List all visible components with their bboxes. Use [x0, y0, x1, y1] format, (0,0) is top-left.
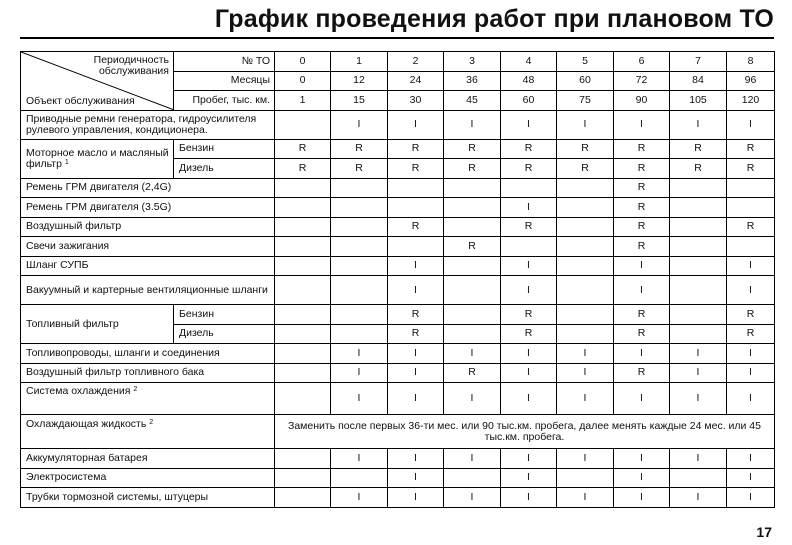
- cell: I: [331, 449, 388, 469]
- cell: I: [670, 383, 727, 415]
- cell: [670, 256, 727, 276]
- months-value: 84: [670, 71, 727, 91]
- cell: I: [388, 344, 444, 364]
- months-value: 96: [727, 71, 775, 91]
- cell: [727, 178, 775, 198]
- cell: I: [557, 363, 614, 383]
- cell: I: [727, 488, 775, 508]
- fuel-type: Бензин: [174, 139, 275, 159]
- cell: [557, 198, 614, 218]
- cell: R: [614, 139, 670, 159]
- item-name: Воздушный фильтр топливного бака: [21, 363, 275, 383]
- table-row: [21, 383, 775, 415]
- cell: [727, 237, 775, 257]
- cell: R: [444, 237, 501, 257]
- cell: I: [614, 276, 670, 305]
- cell: [331, 468, 388, 488]
- cell: [557, 468, 614, 488]
- cell: [727, 198, 775, 218]
- cell: I: [388, 488, 444, 508]
- cell: R: [614, 237, 670, 257]
- coolant-note: Заменить после первых 36-ти мес. или 90 тыс.км. пробега, далее менять каждые 24 мес. или 45 тыс.км. пробега.: [275, 415, 775, 449]
- item-name: Электросистема: [21, 468, 275, 488]
- cell: [557, 256, 614, 276]
- to-number: 4: [501, 52, 557, 72]
- to-number: 5: [557, 52, 614, 72]
- mileage-value: 105: [670, 91, 727, 111]
- cell: I: [614, 110, 670, 139]
- mileage-value: 45: [444, 91, 501, 111]
- item-name: Трубки тормозной системы, штуцеры: [21, 488, 275, 508]
- item-name: Топливопроводы, шланги и соединения: [21, 344, 275, 364]
- cell: R: [614, 159, 670, 179]
- cell: I: [727, 344, 775, 364]
- cell: R: [727, 139, 775, 159]
- cell: R: [444, 139, 501, 159]
- cell: I: [331, 383, 388, 415]
- table-row: [21, 217, 775, 237]
- cell: R: [727, 324, 775, 344]
- cell: I: [388, 276, 444, 305]
- to-number: 3: [444, 52, 501, 72]
- cell: I: [331, 363, 388, 383]
- months-value: 72: [614, 71, 670, 91]
- cell: [444, 256, 501, 276]
- cell: I: [388, 110, 444, 139]
- item-name: Аккумуляторная батарея: [21, 449, 275, 469]
- cell: I: [501, 256, 557, 276]
- to-number: 6: [614, 52, 670, 72]
- to-label: № ТО: [174, 52, 275, 72]
- table-row: [21, 237, 775, 257]
- maintenance-schedule-table: [20, 51, 775, 508]
- cell: I: [444, 449, 501, 469]
- cell: R: [388, 217, 444, 237]
- cell: I: [557, 383, 614, 415]
- cell: R: [275, 139, 331, 159]
- cell: [331, 178, 388, 198]
- cell: I: [614, 383, 670, 415]
- cell: [444, 198, 501, 218]
- table-row: [21, 305, 775, 325]
- cell: I: [501, 468, 557, 488]
- cell: [331, 256, 388, 276]
- cell: [557, 178, 614, 198]
- mileage-value: 30: [388, 91, 444, 111]
- cell: [275, 110, 331, 139]
- cell: R: [388, 305, 444, 325]
- cell: I: [670, 110, 727, 139]
- table-row: [21, 198, 775, 218]
- cell: R: [501, 324, 557, 344]
- cell: I: [614, 449, 670, 469]
- cell: R: [444, 159, 501, 179]
- cell: I: [727, 276, 775, 305]
- to-number: 0: [275, 52, 331, 72]
- mileage-value: 75: [557, 91, 614, 111]
- table-row: [21, 344, 775, 364]
- cell: [444, 276, 501, 305]
- cell: R: [275, 159, 331, 179]
- periodicity-label: Периодичность обслуживания: [93, 54, 169, 77]
- cell: [557, 237, 614, 257]
- cell: I: [501, 488, 557, 508]
- cell: [275, 449, 331, 469]
- cell: R: [331, 139, 388, 159]
- cell: R: [557, 139, 614, 159]
- cell: [275, 305, 331, 325]
- cell: [670, 324, 727, 344]
- cell: R: [501, 139, 557, 159]
- cell: [275, 344, 331, 364]
- months-value: 24: [388, 71, 444, 91]
- mileage-value: 1: [275, 91, 331, 111]
- cell: [444, 305, 501, 325]
- cell: I: [614, 256, 670, 276]
- item-name: Охлаждающая жидкость $^2$: [21, 415, 275, 449]
- cell: I: [501, 198, 557, 218]
- cell: I: [388, 363, 444, 383]
- cell: R: [388, 139, 444, 159]
- cell: I: [557, 488, 614, 508]
- cell: [501, 178, 557, 198]
- cell: I: [614, 344, 670, 364]
- cell: I: [557, 449, 614, 469]
- cell: [331, 217, 388, 237]
- cell: [275, 468, 331, 488]
- table-row: [21, 256, 775, 276]
- cell: R: [614, 217, 670, 237]
- cell: [275, 178, 331, 198]
- cell: [331, 324, 388, 344]
- cell: I: [501, 449, 557, 469]
- months-value: 60: [557, 71, 614, 91]
- item-name: Свечи зажигания: [21, 237, 275, 257]
- cell: [557, 217, 614, 237]
- cell: I: [388, 449, 444, 469]
- mileage-label: Пробег, тыс. км.: [174, 91, 275, 111]
- cell: [670, 305, 727, 325]
- item-name: Топливный фильтр: [21, 305, 174, 344]
- cell: I: [388, 468, 444, 488]
- item-name: Вакуумный и картерные вентиляционные шланги: [21, 276, 275, 305]
- months-label: Месяцы: [174, 71, 275, 91]
- cell: R: [727, 305, 775, 325]
- months-value: 36: [444, 71, 501, 91]
- cell: [275, 217, 331, 237]
- cell: R: [331, 159, 388, 179]
- cell: I: [670, 344, 727, 364]
- cell: [388, 198, 444, 218]
- cell: R: [727, 159, 775, 179]
- cell: [670, 468, 727, 488]
- page-number: 17: [756, 524, 772, 540]
- cell: [275, 488, 331, 508]
- cell: I: [557, 110, 614, 139]
- item-name: Моторное масло и масляный фильтр $^1$: [21, 139, 174, 178]
- cell: [331, 237, 388, 257]
- table-row: [21, 415, 775, 449]
- cell: R: [388, 324, 444, 344]
- table-row: [21, 178, 775, 198]
- cell: [388, 178, 444, 198]
- cell: R: [614, 363, 670, 383]
- cell: I: [501, 110, 557, 139]
- cell: I: [331, 344, 388, 364]
- item-name: Ремень ГРМ двигателя (3.5G): [21, 198, 275, 218]
- months-value: 48: [501, 71, 557, 91]
- cell: I: [331, 110, 388, 139]
- cell: [501, 237, 557, 257]
- cell: I: [727, 449, 775, 469]
- item-name: Приводные ремни генератора, гидроусилителя рулевого управления, кондиционера.: [21, 110, 275, 139]
- cell: I: [388, 256, 444, 276]
- cell: I: [670, 363, 727, 383]
- mileage-value: 120: [727, 91, 775, 111]
- cell: I: [501, 344, 557, 364]
- cell: R: [388, 159, 444, 179]
- to-number: 7: [670, 52, 727, 72]
- cell: I: [444, 488, 501, 508]
- cell: R: [614, 178, 670, 198]
- page-title: График проведения работ при плановом ТО: [214, 5, 774, 33]
- header-row-to: [21, 52, 775, 72]
- item-name: Система охлаждения $^2$: [21, 383, 275, 415]
- cell: R: [614, 198, 670, 218]
- cell: I: [444, 344, 501, 364]
- cell: [444, 324, 501, 344]
- cell: I: [670, 449, 727, 469]
- table-row: [21, 110, 775, 139]
- cell: I: [727, 363, 775, 383]
- cell: I: [727, 256, 775, 276]
- to-number: 2: [388, 52, 444, 72]
- object-label: Объект обслуживания: [26, 94, 135, 107]
- cell: I: [331, 488, 388, 508]
- cell: [670, 198, 727, 218]
- cell: [275, 198, 331, 218]
- cell: I: [501, 363, 557, 383]
- cell: [557, 324, 614, 344]
- cell: [275, 363, 331, 383]
- cell: [275, 324, 331, 344]
- cell: I: [614, 488, 670, 508]
- cell: R: [727, 217, 775, 237]
- item-name: Шланг СУПБ: [21, 256, 275, 276]
- table-row: [21, 468, 775, 488]
- cell: I: [557, 344, 614, 364]
- mileage-value: 90: [614, 91, 670, 111]
- cell: I: [614, 468, 670, 488]
- cell: [331, 305, 388, 325]
- fuel-type: Дизель: [174, 324, 275, 344]
- table-row: [21, 276, 775, 305]
- cell: [444, 468, 501, 488]
- table-row: [21, 139, 775, 159]
- footnote-mark: 1: [64, 158, 69, 166]
- cell: R: [501, 159, 557, 179]
- to-number: 8: [727, 52, 775, 72]
- cell: [388, 237, 444, 257]
- to-number: 1: [331, 52, 388, 72]
- cell: I: [727, 468, 775, 488]
- cell: I: [444, 110, 501, 139]
- title-underline: [20, 37, 774, 39]
- cell: R: [501, 217, 557, 237]
- table-row: [21, 449, 775, 469]
- mileage-value: 15: [331, 91, 388, 111]
- cell: I: [501, 383, 557, 415]
- cell: [331, 198, 388, 218]
- cell: [275, 256, 331, 276]
- cell: [275, 276, 331, 305]
- cell: I: [444, 383, 501, 415]
- cell: I: [727, 110, 775, 139]
- cell: [670, 178, 727, 198]
- cell: I: [388, 383, 444, 415]
- cell: [557, 305, 614, 325]
- item-name: Воздушный фильтр: [21, 217, 275, 237]
- table-row: [21, 488, 775, 508]
- cell: I: [670, 488, 727, 508]
- months-value: 12: [331, 71, 388, 91]
- table-row: [21, 363, 775, 383]
- cell: R: [501, 305, 557, 325]
- cell: [670, 237, 727, 257]
- cell: R: [614, 324, 670, 344]
- cell: R: [670, 139, 727, 159]
- months-value: 0: [275, 71, 331, 91]
- cell: [557, 276, 614, 305]
- cell: I: [501, 276, 557, 305]
- fuel-type: Дизель: [174, 159, 275, 179]
- item-name: Ремень ГРМ двигателя (2,4G): [21, 178, 275, 198]
- cell: [275, 237, 331, 257]
- cell: [670, 217, 727, 237]
- footnote-mark: 2: [149, 419, 154, 426]
- fuel-type: Бензин: [174, 305, 275, 325]
- cell: [275, 383, 331, 415]
- cell: R: [557, 159, 614, 179]
- cell: R: [670, 159, 727, 179]
- footnote-mark: 2: [133, 386, 138, 393]
- cell: I: [727, 383, 775, 415]
- cell: [670, 276, 727, 305]
- cell: R: [444, 363, 501, 383]
- cell: [444, 178, 501, 198]
- mileage-value: 60: [501, 91, 557, 111]
- cell: [331, 276, 388, 305]
- cell: [444, 217, 501, 237]
- cell: R: [614, 305, 670, 325]
- header-corner: [21, 52, 174, 111]
